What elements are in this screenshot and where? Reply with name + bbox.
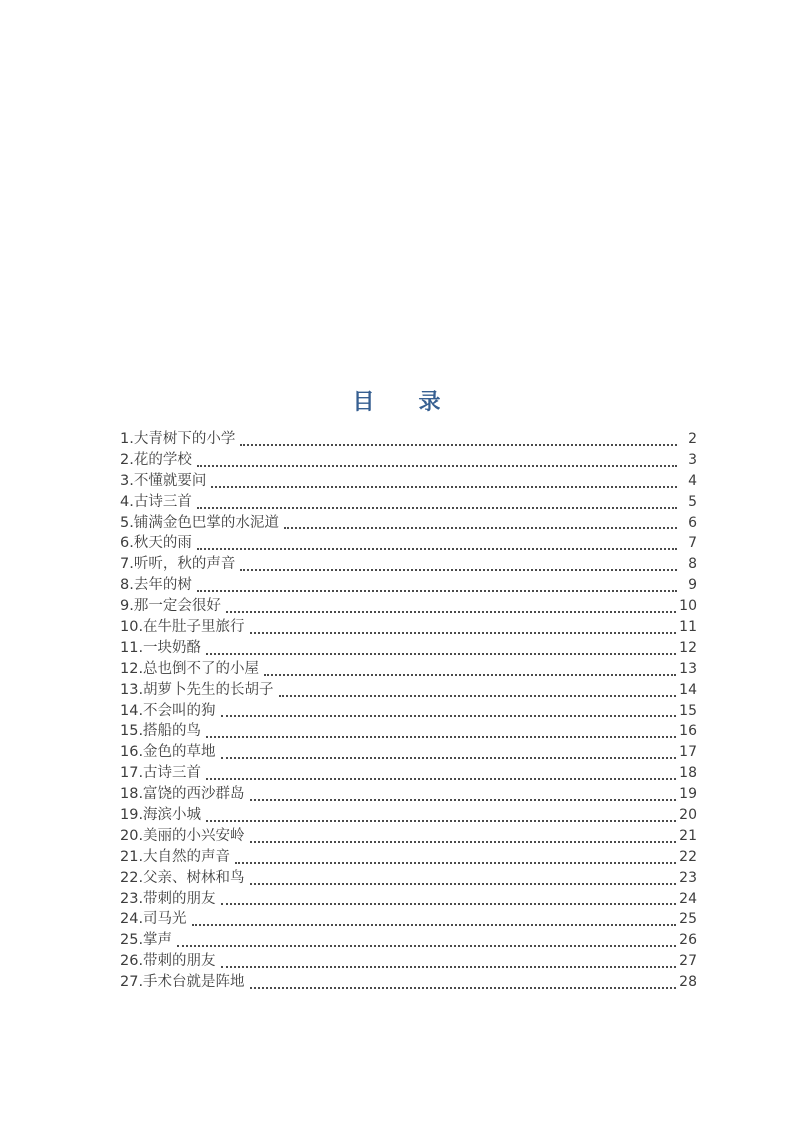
toc-entry-label: 26.带刺的朋友 — [120, 953, 216, 970]
toc-entry[interactable] — [120, 638, 697, 659]
toc-entry[interactable] — [120, 972, 697, 993]
toc-leader-dots — [211, 486, 677, 488]
toc-entry-page: 26 — [679, 932, 697, 949]
toc-leader-dots — [206, 736, 676, 738]
toc-entry-label: 13.胡萝卜先生的长胡子 — [120, 681, 274, 698]
toc-entry[interactable] — [120, 492, 697, 513]
toc-entry-page: 18 — [679, 765, 697, 782]
toc-leader-dots — [197, 507, 677, 509]
toc-entry-page: 19 — [679, 786, 697, 803]
toc-entry-page: 24 — [679, 890, 697, 907]
toc-entry[interactable] — [120, 659, 697, 680]
toc-entry-page: 21 — [679, 827, 697, 844]
toc-entry[interactable] — [120, 805, 697, 826]
toc-leader-dots — [206, 778, 676, 780]
toc-entry-page: 5 — [688, 493, 697, 510]
toc-entry-page: 16 — [679, 723, 697, 740]
toc-entry-label: 17.古诗三首 — [120, 765, 202, 782]
toc-leader-dots — [240, 444, 677, 446]
toc-leader-dots — [177, 945, 676, 947]
toc-entry-label: 10.在牛肚子里旅行 — [120, 619, 245, 636]
toc-entry[interactable] — [120, 889, 697, 910]
toc-entry-page: 9 — [688, 577, 697, 594]
toc-leader-dots — [240, 569, 677, 571]
toc-entry[interactable] — [120, 909, 697, 930]
toc-entry-label: 19.海滨小城 — [120, 807, 202, 824]
toc-entry-page: 10 — [679, 598, 697, 615]
toc-entry[interactable] — [120, 554, 697, 575]
toc-leader-dots — [197, 465, 677, 467]
toc-entry-label: 24.司马光 — [120, 911, 187, 928]
toc-entry-label: 1.大青树下的小学 — [120, 431, 236, 447]
toc-entry-label: 27.手术台就是阵地 — [120, 974, 245, 991]
toc-entry[interactable] — [120, 617, 697, 638]
toc-leader-dots — [221, 903, 677, 905]
toc-entry-label: 2.花的学校 — [120, 451, 192, 468]
toc-entry-label: 22.父亲、树林和鸟 — [120, 869, 245, 886]
toc-leader-dots — [221, 715, 677, 717]
toc-entry[interactable] — [120, 429, 697, 450]
toc-leader-dots — [197, 590, 677, 592]
toc-entry[interactable] — [120, 721, 697, 742]
toc-entry[interactable] — [120, 763, 697, 784]
toc-entry[interactable] — [120, 868, 697, 889]
toc-leader-dots — [250, 632, 677, 634]
toc-entry-page: 3 — [688, 451, 697, 468]
toc-entry-page: 27 — [679, 953, 697, 970]
toc-entry-page: 23 — [679, 869, 697, 886]
toc-entry-page: 2 — [688, 431, 697, 447]
toc-entry-page: 17 — [679, 744, 697, 761]
toc-entry[interactable] — [120, 533, 697, 554]
toc-entry[interactable] — [120, 951, 697, 972]
toc-entry[interactable] — [120, 450, 697, 471]
toc-entry[interactable] — [120, 471, 697, 492]
toc-leader-dots — [279, 695, 677, 697]
toc-entry-label: 20.美丽的小兴安岭 — [120, 827, 245, 844]
toc-entry-page: 15 — [679, 702, 697, 719]
toc-leader-dots — [250, 799, 677, 801]
toc-entry-page: 6 — [688, 514, 697, 531]
toc-entry-label: 14.不会叫的狗 — [120, 702, 216, 719]
toc-entry-label: 16.金色的草地 — [120, 744, 216, 761]
toc-entry[interactable] — [120, 847, 697, 868]
toc-entry-page: 28 — [679, 974, 697, 991]
toc-entry-page: 20 — [679, 807, 697, 824]
toc-leader-dots — [226, 611, 676, 613]
toc-entry[interactable] — [120, 596, 697, 617]
toc-leader-dots — [235, 862, 676, 864]
toc-entry-label: 11.一块奶酪 — [120, 639, 202, 656]
toc-leader-dots — [206, 820, 676, 822]
toc-entry[interactable] — [120, 680, 697, 701]
toc-entry-page: 13 — [679, 660, 697, 677]
toc-entry[interactable] — [120, 701, 697, 722]
toc-leader-dots — [206, 653, 676, 655]
toc-leader-dots — [192, 924, 677, 926]
toc-entry[interactable] — [120, 930, 697, 951]
toc-entry[interactable] — [120, 742, 697, 763]
toc-entry-page: 7 — [688, 535, 697, 552]
toc-list — [120, 429, 697, 993]
toc-leader-dots — [250, 883, 677, 885]
toc-entry-label: 8.去年的树 — [120, 577, 192, 594]
toc-entry-page: 14 — [679, 681, 697, 698]
toc-entry[interactable] — [120, 784, 697, 805]
toc-entry-label: 15.搭船的鸟 — [120, 723, 202, 740]
toc-entry-page: 4 — [688, 472, 697, 489]
toc-leader-dots — [250, 841, 677, 843]
toc-entry-page: 11 — [679, 619, 697, 636]
toc-title: 目 录 — [352, 390, 441, 415]
toc-entry-label: 12.总也倒不了的小屋 — [120, 660, 260, 677]
toc-entry[interactable] — [120, 826, 697, 847]
toc-entry[interactable] — [120, 575, 697, 596]
toc-entry-label: 25.掌声 — [120, 932, 173, 949]
toc-entry-label: 4.古诗三首 — [120, 493, 192, 510]
toc-leader-dots — [250, 987, 677, 989]
toc-leader-dots — [221, 966, 677, 968]
toc-entry-label: 23.带刺的朋友 — [120, 890, 216, 907]
toc-leader-dots — [264, 674, 676, 676]
toc-entry[interactable] — [120, 513, 697, 534]
toc-entry-page: 8 — [688, 556, 697, 573]
toc-entry-label: 7.听听，秋的声音 — [120, 556, 236, 573]
toc-entry-page: 25 — [679, 911, 697, 928]
toc-entry-label: 18.富饶的西沙群岛 — [120, 786, 245, 803]
toc-entry-label: 6.秋天的雨 — [120, 535, 192, 552]
toc-entry-label: 3.不懂就要问 — [120, 472, 207, 489]
toc-entry-page: 12 — [679, 639, 697, 656]
toc-leader-dots — [284, 527, 677, 529]
toc-entry-label: 9.那一定会很好 — [120, 598, 221, 615]
toc-entry-label: 5.铺满金色巴掌的水泥道 — [120, 514, 279, 531]
toc-leader-dots — [197, 548, 677, 550]
toc-entry-label: 21.大自然的声音 — [120, 848, 231, 865]
toc-leader-dots — [221, 757, 677, 759]
toc-entry-page: 22 — [679, 848, 697, 865]
